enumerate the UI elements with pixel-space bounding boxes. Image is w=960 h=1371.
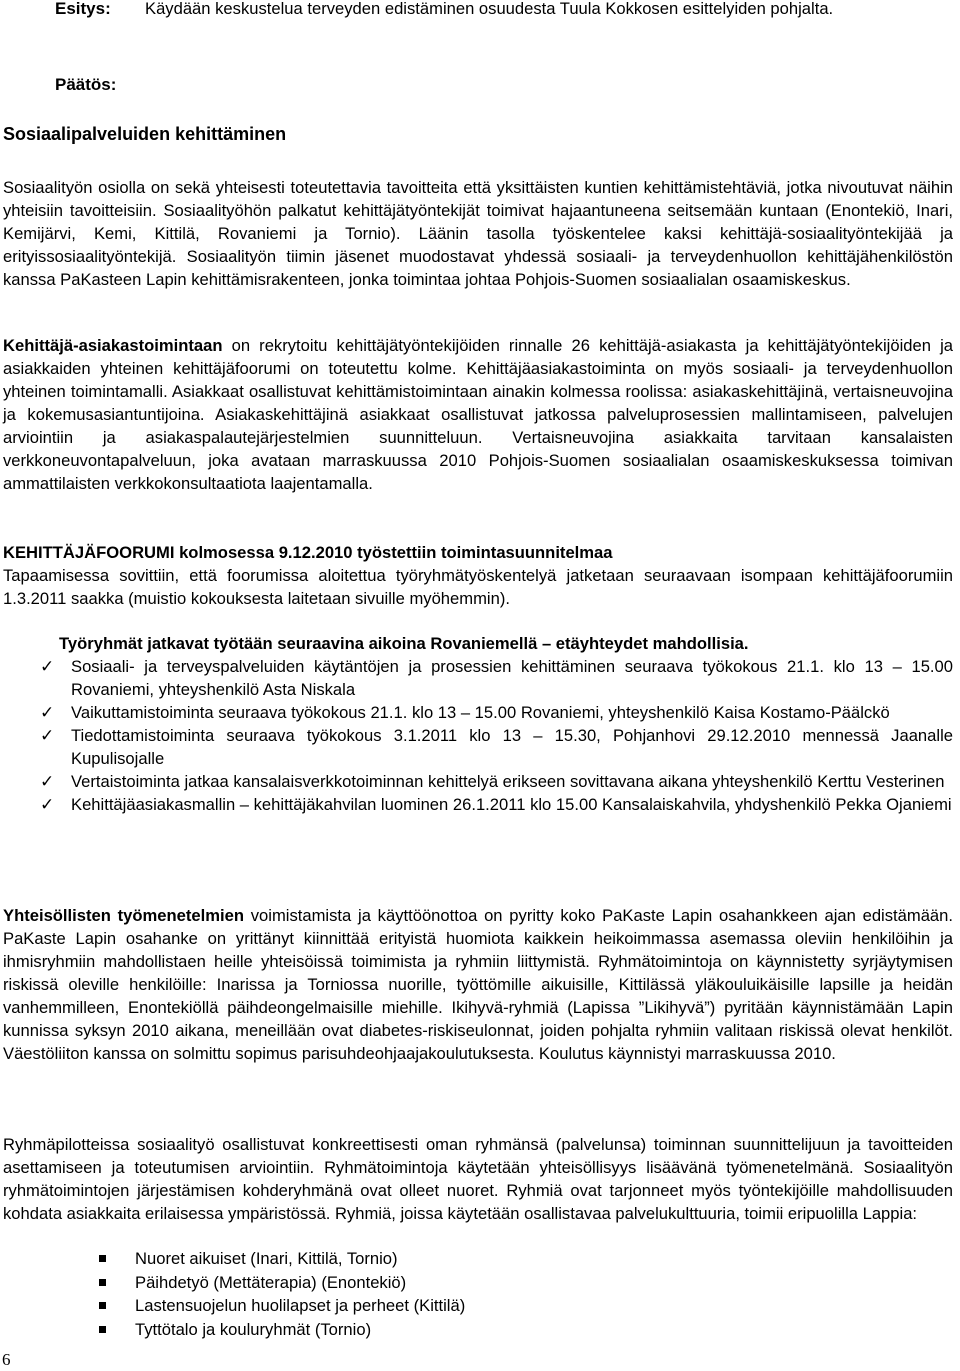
section3-subheading: Työryhmät jatkavat työtään seuraavina aikoina Rovaniemellä – etäyhteydet mahdollisia. xyxy=(59,634,749,653)
section5-paragraph: Ryhmäpilotteissa sosiaalityö osallistuvat konkreettisesti oman ryhmänsä (palvelunsa) toiminnan suunnittelijuun ja tavoitteiden asettamiseen ja toteutumisen arviointiin. Ryhmätoimintoja käytetään yhteisöllisyys lisäävänä työmenetelmänä. Sosiaalityön ryhmätoimintojen järjestämisen kohderyhmänä ovat olleet nuoret. Ryhmiä ovat tarjonneet myös työntekijöille mahdollisuuden kohdata asiakkaita erilaisessa ympäristössä. Ryhmiä, joissa käytetään osallistavaa palvelukulttuuria, toimii eripuolilla Lappia: xyxy=(3,1135,953,1223)
checkmark-icon: ✓ xyxy=(40,772,55,791)
check-item-text: Sosiaali- ja terveyspalveluiden käytäntöjen ja prosessien kehittäminen seuraava työkokous 21.1. klo 13 – 15.00 Rovaniemi, yhteyshenkilö Asta Niskala xyxy=(71,657,953,699)
list-item xyxy=(3,701,953,724)
square-bullet-icon xyxy=(99,1302,106,1309)
esitys-label: Esitys: xyxy=(55,0,111,18)
group-bullets xyxy=(0,1247,900,1341)
checkmark-icon: ✓ xyxy=(40,795,55,814)
bullet-text: Lastensuojelun huolilapset ja perheet (Kittilä) xyxy=(135,1296,466,1315)
check-item-text: Vertaistoiminta jatkaa kansalaisverkkotoiminnan kehittelyä erikseen sovittavana aikana yhteyshenkilö Kerttu Vesterinen xyxy=(71,772,945,791)
list-item xyxy=(3,724,953,770)
section4-paragraph xyxy=(3,904,953,1065)
checkmark-icon: ✓ xyxy=(40,703,55,722)
square-bullet-icon xyxy=(99,1255,106,1262)
section-heading-sosiaalipalvelut: Sosiaalipalveluiden kehittäminen xyxy=(3,124,287,144)
list-item xyxy=(0,1271,900,1295)
section1-paragraph: Sosiaalityön osiolla on sekä yhteisesti toteutettavia tavoitteita että yksittäisten kuntien kehittämistehtäviä, jotka nivoutuvat näihin yhteisiin tavoitteisiin. Sosiaalityöhön palkatut kehittäjätyöntekijät toimivat hajaantuneena seitsemään kuntaan (Enontekiö, Inari, Kemijärvi, Kemi, Kittilä, Rovaniemi ja Tornio). Läänin tasolla työskentelee kaksi kehittäjä-sosiaalityöntekijää ja erityissosiaalityöntekijä. Sosiaalityön tiimin jäsenet muodostavat yhdessä sosiaali- ja terveydenhuollon kehittäjähenkilöstön kanssa PaKasteen Lapin kehittämisrakenteen, jonka toimintaa johtaa Pohjois-Suomen sosiaalialan osaamiskeskus. xyxy=(3,178,953,289)
check-item-text: Vaikuttamistoiminta seuraava työkokous 21.1. klo 13 – 15.00 Rovaniemi, yhteyshenkilö Kaisa Kostamo-Päälckö xyxy=(71,703,890,722)
page-number: 6 xyxy=(2,1350,11,1369)
list-item xyxy=(3,793,953,816)
section2-paragraph xyxy=(3,334,953,495)
section3-heading: KEHITTÄJÄFOORUMI kolmosessa 9.12.2010 työstettiin toimintasuunnitelmaa xyxy=(3,543,613,562)
section4-text: voimistamista ja käyttöönottoa on pyritty koko PaKaste Lapin osahankkeen ajan edistämään. PaKaste Lapin osahanke on yrittänyt kiinnittää erityistä huomiota kaikkein heikoimmassa asemassa oleviin henkilöihin ja ihmisryhmiin mahdollistaen heille yhteisöissä toimimista ja ryhmiin liittymistä. Ryhmätoimintoja on käynnistetty syrjäytymisen riskissä oleville henkilöille: Inarissa ja Torniossa nuorille, työttömille aikuisille, Kittilässä yläkouluikäisille lapsille ja heidän vanhemmilleen, Enontekiöllä päihdeongelmaisille miehille. Ikihyvä-ryhmiä (Lapissa ”Likihyvä”) pyritään käynnistämään Lapin kunnissa syksyn 2010 aikana, meneillään ovat diabetes-riskiseulonnat, joiden pohjalta ryhmiin valitaan riskissä olevat henkilöt. Väestöliiton kanssa on solmittu sopimus parisuhdeohjaajakoulutuksesta. Koulutus käynnistyi marraskuussa 2010. xyxy=(3,906,953,1063)
working-groups-list xyxy=(3,655,953,816)
list-item xyxy=(0,1318,900,1342)
list-item xyxy=(3,655,953,701)
section4-lead: Yhteisöllisten työmenetelmien xyxy=(3,906,244,925)
check-item-text: Tiedottamistoiminta seuraava työkokous 3.1.2011 klo 13 – 15.30, Pohjanhovi 29.12.2010 mennessä Jaanalle Kupulisojalle xyxy=(71,726,953,768)
square-bullet-icon xyxy=(99,1279,106,1286)
bullet-text: Nuoret aikuiset (Inari, Kittilä, Tornio) xyxy=(135,1249,398,1268)
paatos-label: Päätös: xyxy=(55,75,117,94)
list-item xyxy=(3,770,953,793)
list-item xyxy=(0,1294,900,1318)
bullet-text: Tyttötalo ja kouluryhmät (Tornio) xyxy=(135,1319,372,1339)
section2-text: on rekrytoitu kehittäjätyöntekijöiden rinnalle 26 kehittäjä-asiakasta ja kehittäjätyöntekijöiden ja asiakkaiden yhteinen kehittäjäfoorumi on toteutettu kolme. Kehittäjäasiakastoiminta on myös sosiaali- ja terveydenhuollon yhteinen toimintamalli. Asiakkaat osallistuvat kehittämistoimintaan ainakin kolmessa roolissa: asiakaskehittäjinä, vertaisneuvojina ja kokemusasiantuntijoina. Asiakaskehittäjinä asiakkaat osallistuvat jatkossa palveluprosessien mallintamiseen, palvelujen arviointiin ja asiakaspalautejärjestelmien suunnitteluun. Vertaisneuvojina asiakkaita tarvitaan kansalaisten verkkoneuvontapalveluun, joka avataan marraskuussa 2010 Pohjois-Suomen sosiaalialan osaamiskeskuksessa toimivan ammattilaisten verkkokonsultaatiota laajentamalla. xyxy=(3,336,953,493)
section2-lead: Kehittäjä-asiakastoimintaan xyxy=(3,336,223,355)
square-bullet-icon xyxy=(99,1326,106,1333)
checkmark-icon: ✓ xyxy=(40,657,55,676)
list-item xyxy=(0,1247,900,1271)
checkmark-icon: ✓ xyxy=(40,726,55,745)
bullet-text: Päihdetyö (Mettäterapia) (Enontekiö) xyxy=(135,1272,407,1292)
esitys-text: Käydään keskustelua terveyden edistäminen osuudesta Tuula Kokkosen esittelyiden pohjalta. xyxy=(145,0,834,18)
check-item-text: Kehittäjäasiakasmallin – kehittäjäkahvilan luominen 26.1.2011 klo 15.00 Kansalaiskahvila, yhdyshenkilö Pekka Ojaniemi xyxy=(71,795,952,814)
section3-paragraph: Tapaamisessa sovittiin, että foorumissa aloitettua työryhmätyöskentelyä jatketaan seuraavaan isompaan kehittäjäfoorumiin 1.3.2011 saakka (muistio kokouksesta laitetaan sivuille myöhemmin). xyxy=(3,566,953,608)
